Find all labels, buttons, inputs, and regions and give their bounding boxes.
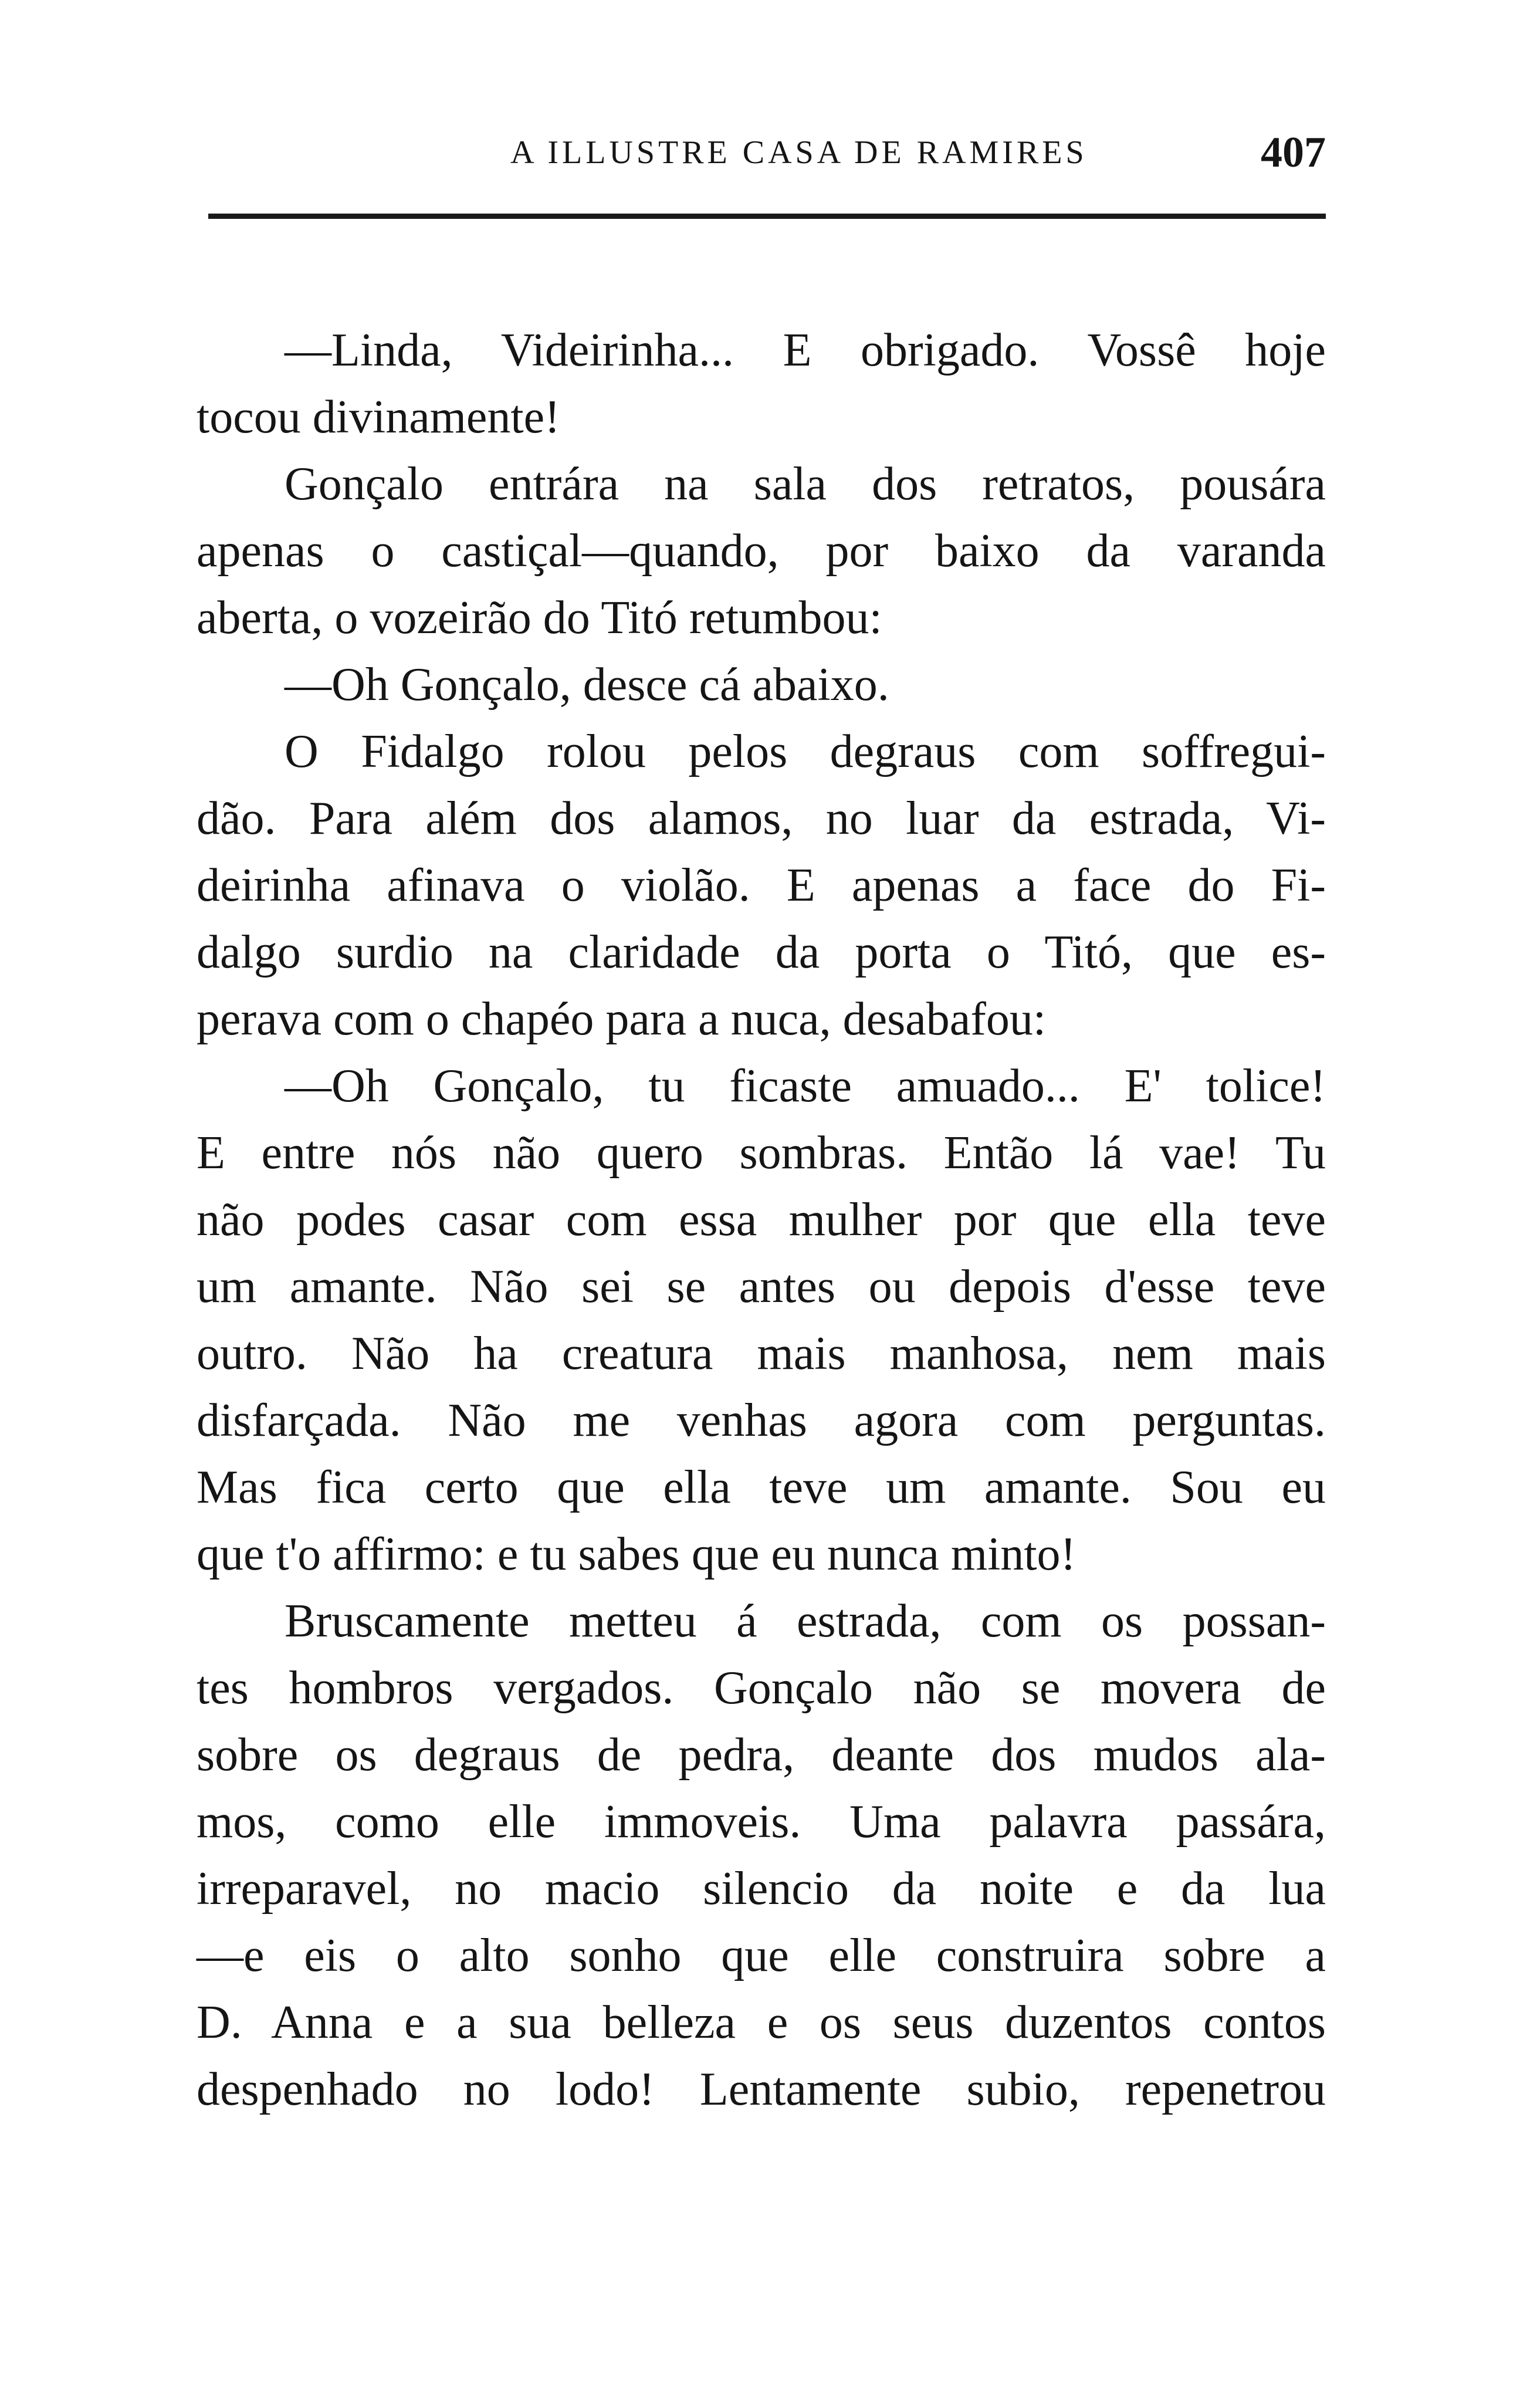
text-line: dalgo surdio na claridade da porta o Titó, que es- xyxy=(197,926,1326,978)
text-line: sobre os degraus de pedra, deante dos mudos ala- xyxy=(197,1729,1326,1781)
text-line: D. Anna e a sua belleza e os seus duzentos contos xyxy=(197,1997,1326,2048)
text-line: Gonçalo entrára na sala dos retratos, pousára xyxy=(285,458,1326,510)
text-line: dão. Para além dos alamos, no luar da estrada, Vi- xyxy=(197,793,1326,844)
text-line: mos, como elle immoveis. Uma palavra passára, xyxy=(197,1796,1326,1848)
header-rule xyxy=(208,214,1326,219)
text-line: aberta, o vozeirão do Titó retumbou: xyxy=(197,592,882,644)
body-text xyxy=(197,317,1326,2123)
text-line: O Fidalgo rolou pelos degraus com soffregui- xyxy=(285,726,1326,777)
text-line: irreparavel, no macio silencio da noite e da lua xyxy=(197,1863,1326,1915)
text-line: deirinha afinava o violão. E apenas a face do Fi- xyxy=(197,860,1326,911)
text-line: E entre nós não quero sombras. Então lá vae! Tu xyxy=(197,1127,1326,1179)
text-line: perava com o chapéo para a nuca, desabafou: xyxy=(197,993,1047,1045)
text-line: —Oh Gonçalo, desce cá abaixo. xyxy=(285,659,889,711)
running-title: A ILLUSTRE CASA DE RAMIRES xyxy=(510,134,1088,171)
text-line: não podes casar com essa mulher por que ella teve xyxy=(197,1194,1326,1246)
page-header xyxy=(211,123,1326,188)
text-line: apenas o castiçal—quando, por baixo da varanda xyxy=(197,525,1326,577)
text-line: —e eis o alto sonho que elle construira sobre a xyxy=(197,1930,1326,1981)
text-line: despenhado no lodo! Lentamente subio, repenetrou xyxy=(197,2064,1326,2115)
text-line: disfarçada. Não me venhas agora com perguntas. xyxy=(197,1395,1326,1446)
page-number: 407 xyxy=(1261,128,1326,177)
text-line: outro. Não ha creatura mais manhosa, nem mais xyxy=(197,1328,1326,1379)
text-line: que t'o affirmo: e tu sabes que eu nunca minto! xyxy=(197,1528,1076,1580)
text-line: um amante. Não sei se antes ou depois d'esse teve xyxy=(197,1261,1326,1313)
text-line: tes hombros vergados. Gonçalo não se movera de xyxy=(197,1662,1326,1714)
text-line: —Oh Gonçalo, tu ficaste amuado... E' tolice! xyxy=(285,1060,1326,1112)
text-line: Mas fica certo que ella teve um amante. Sou eu xyxy=(197,1462,1326,1513)
text-line: Bruscamente metteu á estrada, com os possan- xyxy=(285,1595,1326,1647)
text-line: —Linda, Videirinha... E obrigado. Vossê hoje xyxy=(285,324,1326,376)
text-line: tocou divinamente! xyxy=(197,391,560,443)
